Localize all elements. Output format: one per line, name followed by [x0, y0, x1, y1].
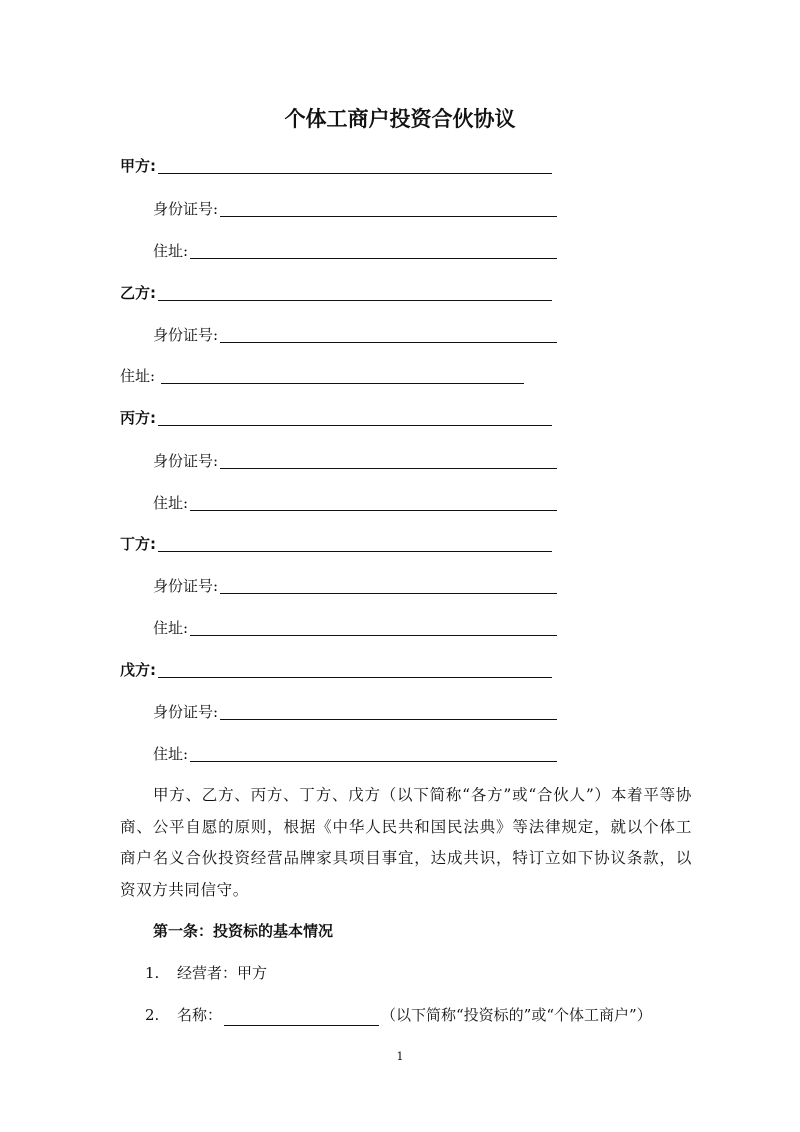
- party-c-id-row: [153, 447, 557, 471]
- intro-paragraph: [120, 780, 692, 906]
- party-e-label: 戊方:: [120, 661, 156, 679]
- party-d-name-row: [120, 530, 552, 554]
- party-d-address-label: 住址:: [153, 619, 189, 637]
- party-e-name-blank[interactable]: [158, 659, 552, 678]
- party-d-id-row: [153, 572, 557, 596]
- party-b-id-label: 身份证号:: [153, 326, 219, 344]
- party-e-name-row: [120, 656, 552, 680]
- party-d-id-blank[interactable]: [220, 575, 557, 594]
- document-title: 个体工商户投资合伙协议: [284, 107, 516, 131]
- party-b-name-row: [120, 279, 552, 303]
- party-a-label: 甲方:: [120, 157, 156, 175]
- party-d-label: 丁方:: [120, 535, 156, 553]
- party-e-id-blank[interactable]: [220, 701, 557, 720]
- party-b-address-row: [120, 362, 524, 386]
- party-e-id-row: [153, 698, 557, 722]
- party-a-address-blank[interactable]: [190, 240, 557, 259]
- item-2-number: 2.: [145, 1006, 160, 1024]
- party-a-id-row: [153, 195, 557, 219]
- party-c-address-blank[interactable]: [190, 492, 557, 511]
- party-a-id-label: 身份证号:: [153, 200, 219, 218]
- item-1-number: 1.: [145, 964, 160, 982]
- article-1-heading: 第一条：投资标的基本情况: [153, 922, 334, 940]
- article-1-item-2: [145, 1004, 652, 1026]
- item-2-label: 名称：: [177, 1006, 223, 1024]
- party-a-id-blank[interactable]: [220, 198, 557, 217]
- party-c-name-blank[interactable]: [158, 407, 552, 426]
- party-b-address-label: 住址:: [120, 367, 156, 385]
- party-e-id-label: 身份证号:: [153, 703, 219, 721]
- party-c-id-blank[interactable]: [220, 450, 557, 469]
- party-a-name-row: [120, 152, 552, 176]
- intro-text: 甲方、乙方、丙方、丁方、戊方（以下简称“各方”或“合伙人”）本着平等协商、公平自愿的原则，根据《中华人民共和国民法典》等法律规定，就以个体工商户名义合伙投资经营品牌家具项目事宜，达成共识，特订立如下协议条款，以资双方共同信守。: [120, 786, 692, 899]
- party-c-name-row: [120, 404, 552, 428]
- party-a-address-row: [153, 237, 557, 261]
- party-b-id-blank[interactable]: [220, 324, 557, 343]
- party-e-address-label: 住址:: [153, 745, 189, 763]
- item-1-text: 经营者：甲方: [177, 964, 268, 982]
- party-d-name-blank[interactable]: [158, 533, 552, 552]
- party-c-label: 丙方:: [120, 409, 156, 427]
- party-a-name-blank[interactable]: [158, 155, 552, 174]
- page-number: 1: [396, 1050, 404, 1063]
- party-b-address-blank[interactable]: [161, 365, 524, 384]
- party-a-address-label: 住址:: [153, 242, 189, 260]
- party-b-name-blank[interactable]: [158, 282, 552, 301]
- party-c-address-row: [153, 489, 557, 513]
- article-1-item-1: [145, 962, 267, 984]
- party-c-address-label: 住址:: [153, 494, 189, 512]
- party-e-address-row: [153, 740, 557, 764]
- party-d-address-blank[interactable]: [190, 617, 557, 636]
- party-d-id-label: 身份证号:: [153, 577, 219, 595]
- item-2-name-blank[interactable]: [224, 1008, 379, 1026]
- party-c-id-label: 身份证号:: [153, 452, 219, 470]
- party-b-label: 乙方:: [120, 284, 156, 302]
- party-d-address-row: [153, 614, 557, 638]
- party-e-address-blank[interactable]: [190, 743, 557, 762]
- party-b-id-row: [153, 321, 557, 345]
- item-2-suffix: （以下简称“投资标的”或“个体工商户”）: [381, 1006, 652, 1024]
